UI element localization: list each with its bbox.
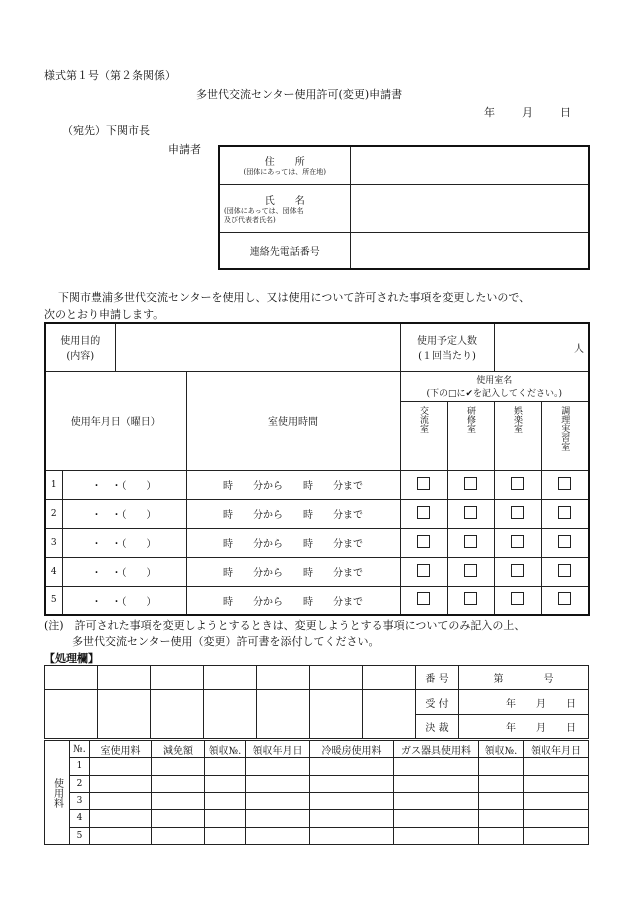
row-time[interactable] — [186, 586, 400, 615]
stamp-cell[interactable] — [310, 690, 363, 739]
time-to: 時 分まで — [303, 539, 363, 550]
room-header-cell — [400, 371, 589, 401]
checkbox-room-4[interactable] — [558, 564, 571, 577]
fee-cell[interactable] — [479, 758, 524, 775]
page-title: 多世代交流センター使用許可(変更)申請書 — [196, 88, 403, 101]
room-name-1: 交流室 — [418, 405, 428, 433]
time-to: 時 分まで — [303, 596, 363, 608]
date-month: 月 — [522, 106, 533, 119]
processing-table — [44, 665, 589, 739]
applicant-table — [218, 145, 590, 270]
people-field[interactable] — [494, 323, 589, 371]
checkbox-room-2[interactable] — [464, 477, 477, 490]
checkbox-room-2[interactable] — [464, 506, 477, 519]
checkbox-room-3[interactable] — [511, 506, 524, 519]
people-unit: 人 — [574, 343, 584, 355]
purpose-label-1: 使用目的 — [60, 336, 101, 348]
fees-row — [45, 758, 589, 775]
processing-title: 【処理欄】 — [44, 652, 99, 665]
fees-row — [45, 775, 589, 792]
purpose-label-2: (内容) — [66, 351, 95, 363]
stamp-cell[interactable] — [363, 690, 416, 739]
fees-header-receipt-date: 領収年月日 — [246, 741, 310, 758]
room-name-4: 調理実習室 — [559, 405, 570, 451]
row-no: 1 — [45, 470, 62, 499]
stamp-cell[interactable] — [310, 666, 363, 690]
stamp-cell[interactable] — [98, 690, 151, 739]
address-field[interactable] — [350, 146, 589, 184]
checkbox-room-1[interactable] — [417, 592, 430, 605]
checkbox-room-4[interactable] — [558, 477, 571, 490]
fee-cell[interactable] — [90, 758, 152, 775]
checkbox-room-1[interactable] — [417, 506, 430, 519]
fee-cell[interactable] — [90, 775, 152, 792]
name-label-cell — [219, 184, 350, 232]
fees-header-no: №. — [70, 741, 90, 758]
fee-cell[interactable] — [310, 827, 394, 844]
address-note: (団体にあっては、所在地) — [243, 168, 326, 177]
usage-row — [45, 528, 589, 557]
name-label: 氏 名 — [264, 195, 305, 207]
fee-cell[interactable] — [205, 827, 246, 844]
row-date[interactable]: ・ ・（ ） — [62, 586, 186, 615]
checkbox-room-4[interactable] — [558, 592, 571, 605]
name-note-2: 及び代表者氏名) — [224, 215, 276, 224]
fee-cell[interactable] — [205, 810, 246, 827]
room-name-2: 研修室 — [465, 405, 475, 433]
stamp-cell[interactable] — [45, 690, 98, 739]
usage-row — [45, 557, 589, 586]
fees-row-no: 4 — [70, 810, 90, 827]
fee-cell[interactable] — [479, 792, 524, 809]
fee-cell[interactable] — [246, 775, 310, 792]
room-col-2 — [447, 401, 494, 470]
fee-cell[interactable] — [246, 792, 310, 809]
fees-row-no: 2 — [70, 775, 90, 792]
fees-header-receipt-date-2: 領収年月日 — [524, 741, 589, 758]
fees-side-label: 使用料 — [51, 777, 63, 808]
time-to: 時 分まで — [303, 568, 363, 579]
fee-cell[interactable] — [152, 810, 205, 827]
checkbox-room-2[interactable] — [464, 592, 477, 605]
fees-header-receipt-no: 領収№. — [205, 741, 246, 758]
room-note: (下の□に✔を記入してください。) — [426, 389, 563, 399]
fees-table — [44, 740, 589, 845]
room-header: 使用室名 — [476, 376, 513, 386]
time-from: 時 分から — [223, 510, 283, 521]
decision-date[interactable]: 年 月 日 — [459, 715, 589, 739]
checkbox-room-3[interactable] — [511, 477, 524, 490]
time-to: 時 分まで — [303, 510, 363, 521]
fee-cell[interactable] — [479, 775, 524, 792]
checkbox-room-2[interactable] — [464, 535, 477, 548]
time-to: 時 分まで — [303, 481, 363, 492]
usage-row — [45, 499, 589, 528]
fee-cell[interactable] — [246, 810, 310, 827]
phone-field[interactable] — [350, 232, 589, 269]
checkbox-room-1[interactable] — [417, 477, 430, 490]
fee-cell[interactable] — [152, 758, 205, 775]
fees-row-no: 1 — [70, 758, 90, 775]
usage-row — [45, 586, 589, 615]
fee-cell[interactable] — [524, 810, 589, 827]
applicant-label: 申請者 — [168, 143, 201, 156]
fee-cell[interactable] — [524, 758, 589, 775]
note-line-2: 多世代交流センター使用（変更）許可書を添付してください。 — [72, 635, 380, 648]
intro-line-1: 下関市豊浦多世代交流センターを使用し、又は使用について許可された事項を変更したいので、 — [58, 291, 531, 304]
fee-cell[interactable] — [310, 775, 394, 792]
phone-label: 連絡先電話番号 — [219, 232, 350, 269]
row-time[interactable] — [186, 528, 400, 557]
fees-header-gas: ガス器具使用料 — [394, 741, 479, 758]
row-date[interactable]: ・ ・（ ） — [62, 528, 186, 557]
stamp-cell[interactable] — [204, 690, 257, 739]
usage-row — [45, 470, 589, 499]
fees-row-no: 3 — [70, 792, 90, 809]
fee-cell[interactable] — [394, 792, 479, 809]
stamp-cell[interactable] — [257, 690, 310, 739]
purpose-label-cell — [45, 323, 115, 371]
row-time[interactable] — [186, 470, 400, 499]
date-year: 年 — [484, 106, 495, 119]
time-from: 時 分から — [223, 481, 283, 492]
stamp-cell[interactable] — [98, 666, 151, 690]
checkbox-room-2[interactable] — [464, 564, 477, 577]
fees-row-no: 5 — [70, 827, 90, 844]
fee-cell[interactable] — [90, 810, 152, 827]
checkbox-room-1[interactable] — [417, 535, 430, 548]
received-date[interactable]: 年 月 日 — [459, 690, 589, 715]
fee-cell[interactable] — [205, 775, 246, 792]
checkbox-room-3[interactable] — [511, 535, 524, 548]
row-date[interactable]: ・ ・（ ） — [62, 499, 186, 528]
fees-side-cell — [45, 741, 70, 845]
fees-header-room: 室使用料 — [90, 741, 152, 758]
name-field[interactable] — [350, 184, 589, 232]
fee-cell[interactable] — [524, 775, 589, 792]
fee-cell[interactable] — [205, 758, 246, 775]
row-time[interactable] — [186, 499, 400, 528]
addressee: （宛先）下関市長 — [62, 124, 150, 137]
stamp-cell[interactable] — [151, 666, 204, 690]
people-label-1: 使用予定人数 — [417, 336, 477, 348]
decision-label: 決 裁 — [416, 715, 459, 739]
fee-cell[interactable] — [310, 810, 394, 827]
usage-table — [44, 322, 590, 616]
row-no: 5 — [45, 586, 62, 615]
stamp-cell[interactable] — [363, 666, 416, 690]
people-label-cell — [400, 323, 494, 371]
row-no: 3 — [45, 528, 62, 557]
fee-cell[interactable] — [394, 810, 479, 827]
fees-header-aircon: 冷暖房使用料 — [310, 741, 394, 758]
checkbox-room-3[interactable] — [511, 592, 524, 605]
number-label: 番 号 — [416, 666, 459, 690]
date-day: 日 — [560, 106, 571, 119]
stamp-cell[interactable] — [257, 666, 310, 690]
checkbox-room-3[interactable] — [511, 564, 524, 577]
time-from: 時 分から — [223, 539, 283, 550]
checkbox-room-1[interactable] — [417, 564, 430, 577]
fee-cell[interactable] — [205, 792, 246, 809]
fee-cell[interactable] — [246, 827, 310, 844]
row-date[interactable]: ・ ・（ ） — [62, 470, 186, 499]
fee-cell[interactable] — [310, 792, 394, 809]
fee-cell[interactable] — [524, 792, 589, 809]
time-from: 時 分から — [223, 596, 283, 608]
people-label-2: (１回当たり) — [418, 351, 476, 363]
row-no: 4 — [45, 557, 62, 586]
checkbox-room-4[interactable] — [558, 535, 571, 548]
address-label: 住 所 — [264, 157, 305, 169]
fee-cell[interactable] — [394, 827, 479, 844]
fee-cell[interactable] — [246, 758, 310, 775]
room-col-1 — [400, 401, 447, 470]
fee-cell[interactable] — [394, 775, 479, 792]
number-value[interactable]: 第 号 — [459, 666, 589, 690]
date-header: 使用年月日（曜日） — [45, 371, 186, 470]
fee-cell[interactable] — [90, 792, 152, 809]
note-line-1: (注) 許可された事項を変更しようとするときは、変更しようとする事項についてのみ記入の上、 — [44, 619, 526, 632]
time-from: 時 分から — [223, 568, 283, 579]
fees-row — [45, 827, 589, 844]
purpose-field[interactable] — [115, 323, 400, 371]
fees-header-discount: 減免額 — [152, 741, 205, 758]
fee-cell[interactable] — [152, 827, 205, 844]
intro-line-2: 次のとおり申請します。 — [44, 308, 165, 321]
row-no: 2 — [45, 499, 62, 528]
fee-cell[interactable] — [152, 775, 205, 792]
fee-cell[interactable] — [479, 827, 524, 844]
fees-header-receipt-no-2: 領収№. — [479, 741, 524, 758]
fees-row — [45, 810, 589, 827]
fee-cell[interactable] — [394, 758, 479, 775]
fee-cell[interactable] — [90, 827, 152, 844]
address-label-cell — [219, 146, 350, 184]
name-note-1: (団体にあっては、団体名 — [224, 206, 304, 215]
stamp-cell[interactable] — [45, 666, 98, 690]
form-number: 様式第１号（第２条関係） — [44, 69, 176, 82]
stamp-cell[interactable] — [151, 690, 204, 739]
stamp-cell[interactable] — [204, 666, 257, 690]
fee-cell[interactable] — [310, 758, 394, 775]
time-header: 室使用時間 — [186, 371, 400, 470]
fee-cell[interactable] — [524, 827, 589, 844]
room-col-4 — [541, 401, 589, 470]
room-name-3: 娯楽室 — [512, 405, 522, 433]
row-date[interactable]: ・ ・（ ） — [62, 557, 186, 586]
received-label: 受 付 — [416, 690, 459, 715]
fee-cell[interactable] — [479, 810, 524, 827]
row-time[interactable] — [186, 557, 400, 586]
fees-row — [45, 792, 589, 809]
room-col-3 — [494, 401, 541, 470]
checkbox-room-4[interactable] — [558, 506, 571, 519]
fee-cell[interactable] — [152, 792, 205, 809]
fees-header-row — [45, 741, 589, 758]
